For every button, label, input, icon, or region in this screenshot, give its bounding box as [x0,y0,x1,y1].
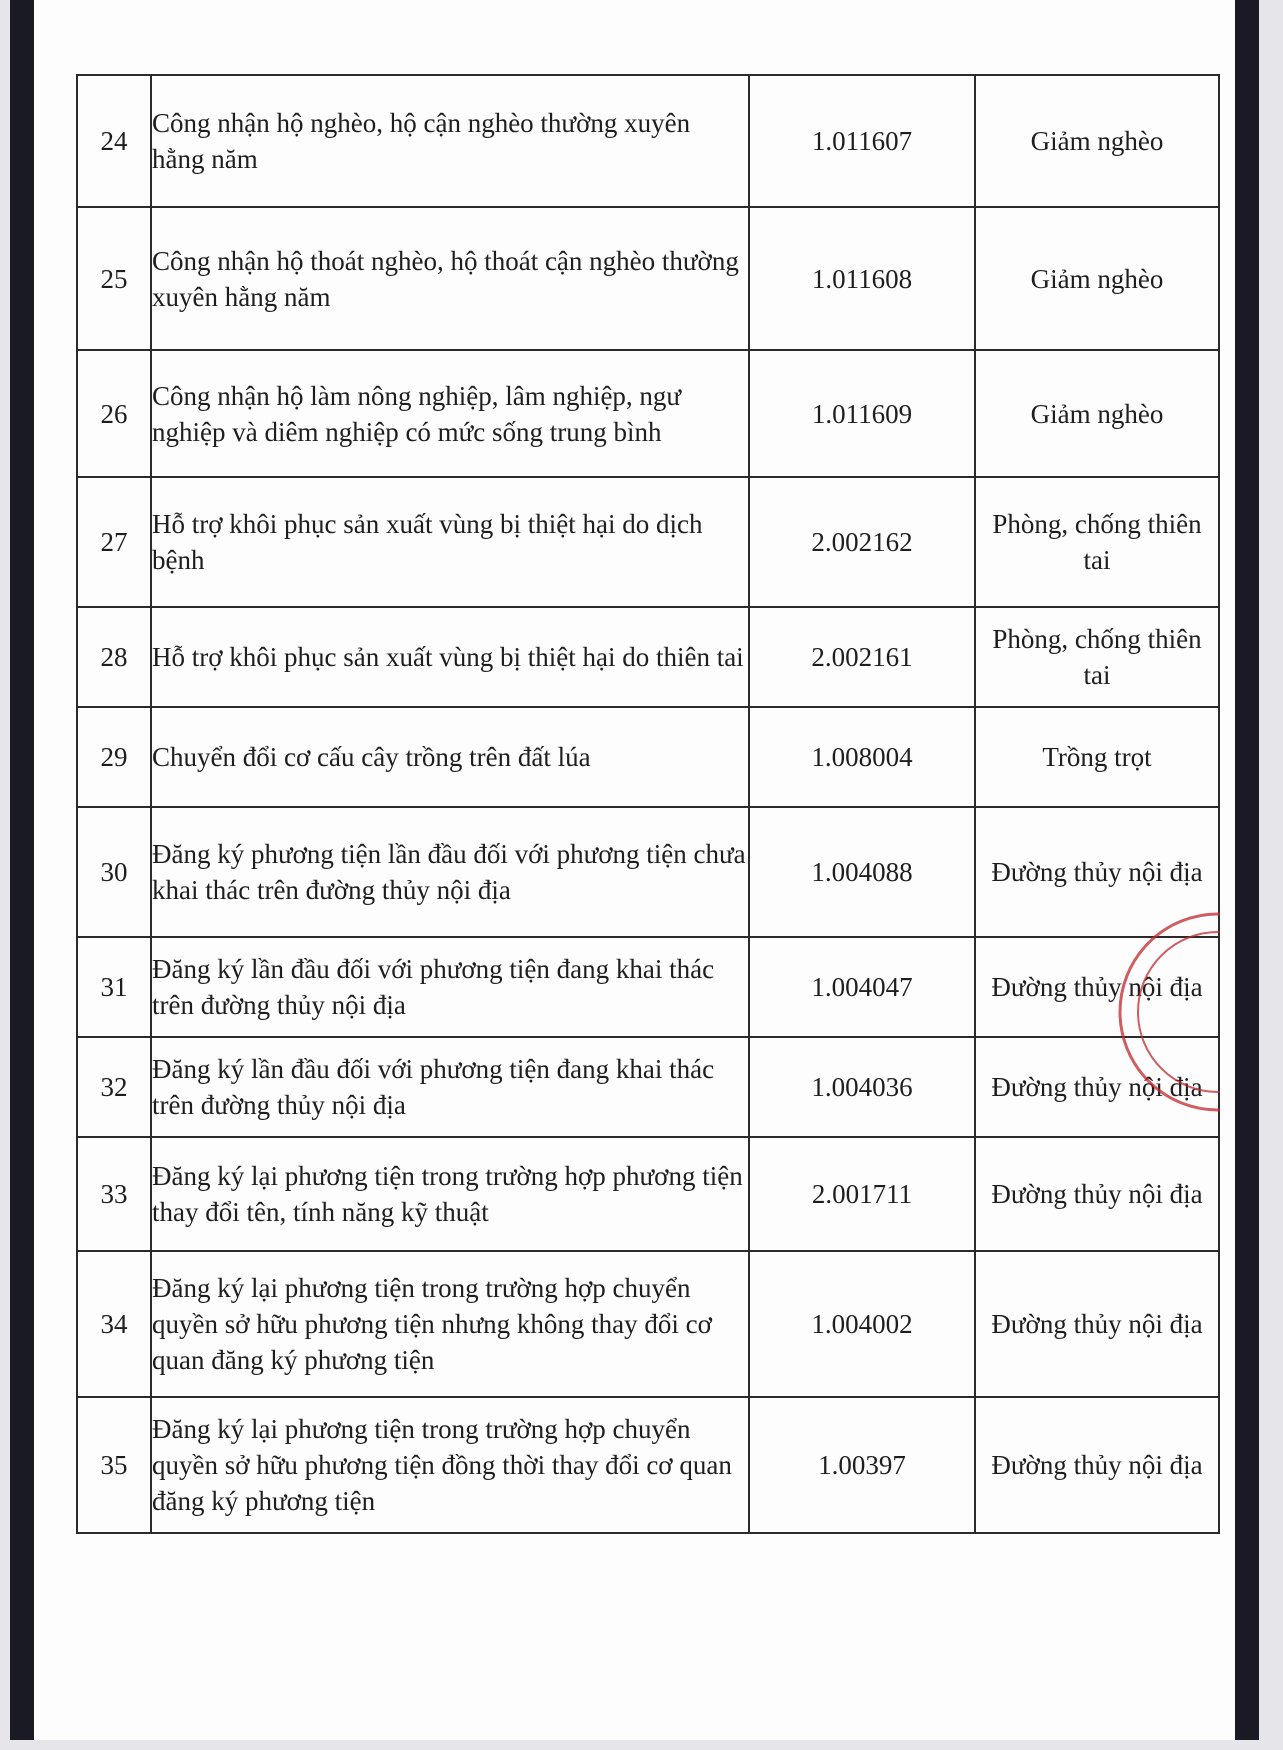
scan-edge-right [1259,0,1283,1750]
table-row [77,477,1219,607]
procedure-code: 1.011607 [749,75,975,207]
table-row [77,707,1219,807]
row-number: 24 [77,75,151,207]
procedure-field: Đường thủy nội địa [975,937,1219,1037]
table-row [77,75,1219,207]
procedure-name: Đăng ký lại phương tiện trong trường hợp phương tiện thay đổi tên, tính năng kỹ thuật [151,1137,749,1251]
procedure-name: Công nhận hộ nghèo, hộ cận nghèo thường xuyên hằng năm [151,75,749,207]
procedure-field: Giảm nghèo [975,350,1219,477]
procedure-name: Hỗ trợ khôi phục sản xuất vùng bị thiệt hại do dịch bệnh [151,477,749,607]
procedure-code: 1.004036 [749,1037,975,1137]
procedure-name: Đăng ký phương tiện lần đầu đối với phương tiện chưa khai thác trên đường thủy nội địa [151,807,749,937]
table-row [77,1397,1219,1533]
procedure-field: Phòng, chống thiên tai [975,607,1219,707]
row-number: 29 [77,707,151,807]
procedure-name: Công nhận hộ làm nông nghiệp, lâm nghiệp, ngư nghiệp và diêm nghiệp có mức sống trung bình [151,350,749,477]
procedure-field: Đường thủy nội địa [975,1397,1219,1533]
table-row [77,807,1219,937]
procedure-field: Phòng, chống thiên tai [975,477,1219,607]
procedure-code: 1.004047 [749,937,975,1037]
procedure-code: 2.002162 [749,477,975,607]
procedure-name: Đăng ký lại phương tiện trong trường hợp chuyển quyền sở hữu phương tiện đồng thời thay đổi cơ quan đăng ký phương tiện [151,1397,749,1533]
row-number: 27 [77,477,151,607]
row-number: 32 [77,1037,151,1137]
procedure-field: Đường thủy nội địa [975,1037,1219,1137]
procedure-field: Trồng trọt [975,707,1219,807]
procedure-field: Đường thủy nội địa [975,1137,1219,1251]
procedure-table [76,74,1220,1534]
row-number: 34 [77,1251,151,1397]
table-row [77,1137,1219,1251]
procedure-field: Giảm nghèo [975,207,1219,350]
row-number: 33 [77,1137,151,1251]
table-row [77,1251,1219,1397]
procedure-name: Chuyển đổi cơ cấu cây trồng trên đất lúa [151,707,749,807]
scan-edge-bottom [0,1740,1283,1750]
table-row [77,350,1219,477]
procedure-code: 1.011609 [749,350,975,477]
procedure-code: 1.00397 [749,1397,975,1533]
procedure-code: 1.004002 [749,1251,975,1397]
table-row [77,937,1219,1037]
procedure-name: Đăng ký lần đầu đối với phương tiện đang khai thác trên đường thủy nội địa [151,1037,749,1137]
procedure-name: Công nhận hộ thoát nghèo, hộ thoát cận nghèo thường xuyên hằng năm [151,207,749,350]
row-number: 28 [77,607,151,707]
row-number: 31 [77,937,151,1037]
table-row [77,607,1219,707]
row-number: 35 [77,1397,151,1533]
row-number: 25 [77,207,151,350]
procedure-code: 2.002161 [749,607,975,707]
scan-shadow-right [1235,0,1259,1750]
scan-shadow-left [10,0,34,1750]
procedure-code: 2.001711 [749,1137,975,1251]
procedure-field: Đường thủy nội địa [975,1251,1219,1397]
procedure-code: 1.008004 [749,707,975,807]
table-row [77,207,1219,350]
procedure-name: Đăng ký lần đầu đối với phương tiện đang khai thác trên đường thủy nội địa [151,937,749,1037]
row-number: 30 [77,807,151,937]
row-number: 26 [77,350,151,477]
table-row [77,1037,1219,1137]
procedure-name: Đăng ký lại phương tiện trong trường hợp chuyển quyền sở hữu phương tiện nhưng không thay đổi cơ quan đăng ký phương tiện [151,1251,749,1397]
procedure-field: Giảm nghèo [975,75,1219,207]
procedure-code: 1.004088 [749,807,975,937]
procedure-name: Hỗ trợ khôi phục sản xuất vùng bị thiệt hại do thiên tai [151,607,749,707]
procedure-field: Đường thủy nội địa [975,807,1219,937]
procedure-code: 1.011608 [749,207,975,350]
